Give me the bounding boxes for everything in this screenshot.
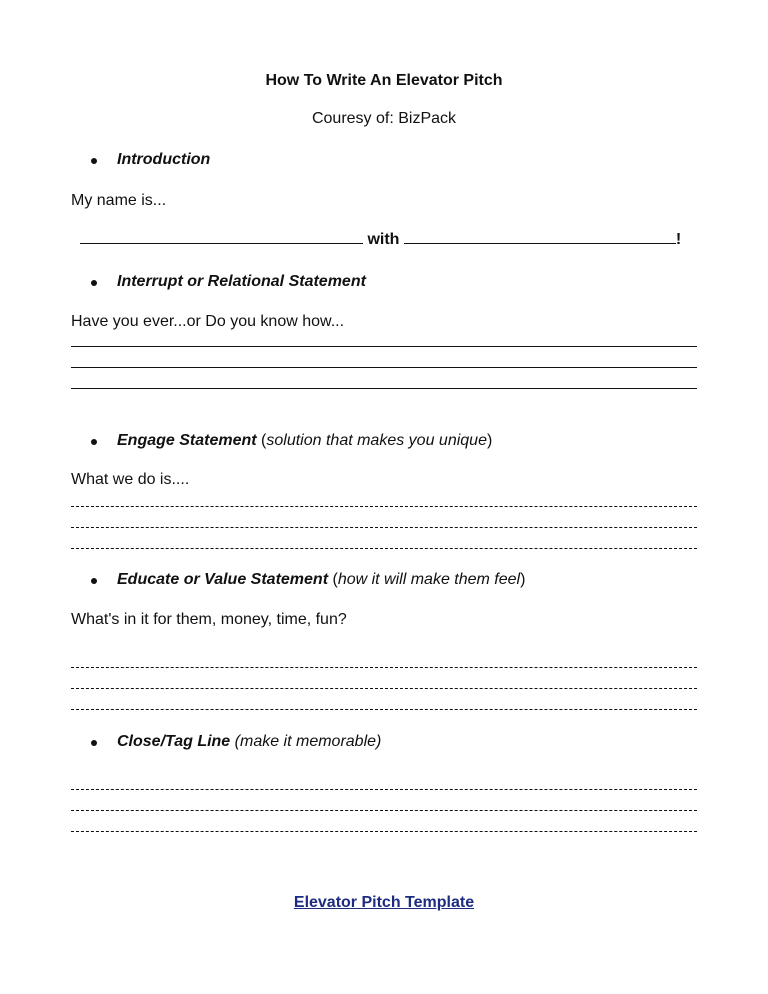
template-link[interactable]: Elevator Pitch Template [293,894,475,911]
name-company-row [80,231,681,249]
bullet-icon [91,740,97,746]
writing-line[interactable] [71,810,697,811]
bullet-icon [91,280,97,286]
section-heading-educate [92,571,525,589]
heading-note: solution that makes you unique [266,432,487,449]
document-subtitle: Couresy of: BizPack [311,110,457,127]
writing-line[interactable] [71,388,697,389]
writing-line[interactable] [71,548,697,549]
heading-text: Introduction [117,151,211,168]
with-label: with [367,231,400,248]
document-title: How To Write An Elevator Pitch [265,72,503,89]
paren-close: ) [486,432,493,449]
bullet-icon [91,578,97,584]
writing-line[interactable] [71,831,697,832]
bullet-icon [91,158,97,164]
paren-open: ( [261,432,267,449]
bullet-icon [91,439,97,445]
section-heading-close [92,733,381,751]
writing-line[interactable] [71,346,697,347]
writing-line[interactable] [71,527,697,528]
writing-line[interactable] [71,506,697,507]
section-heading-introduction [92,151,210,169]
writing-line[interactable] [71,667,697,668]
footer [0,894,768,912]
heading-note: how it will make them feel [337,571,521,588]
exclamation-mark: ! [675,231,682,248]
writing-line[interactable] [71,789,697,790]
company-blank[interactable] [404,231,676,244]
engage-prompt: What we do is.... [71,471,190,488]
paren-open: ( [332,571,338,588]
heading-note: (make it memorable) [234,733,382,750]
paren-close: ) [520,571,526,588]
interrupt-prompt: Have you ever...or Do you know how... [71,313,345,330]
heading-text: Interrupt or Relational Statement [117,273,366,290]
intro-prompt: My name is... [71,192,167,209]
heading-text: Engage Statement [117,432,257,449]
heading-text: Educate or Value Statement [117,571,329,588]
writing-line[interactable] [71,688,697,689]
section-heading-engage [92,432,492,450]
name-blank[interactable] [80,231,363,244]
section-heading-interrupt [92,273,366,291]
writing-line[interactable] [71,709,697,710]
educate-prompt: What's in it for them, money, time, fun? [71,611,347,628]
heading-text: Close/Tag Line [117,733,231,750]
writing-line[interactable] [71,367,697,368]
